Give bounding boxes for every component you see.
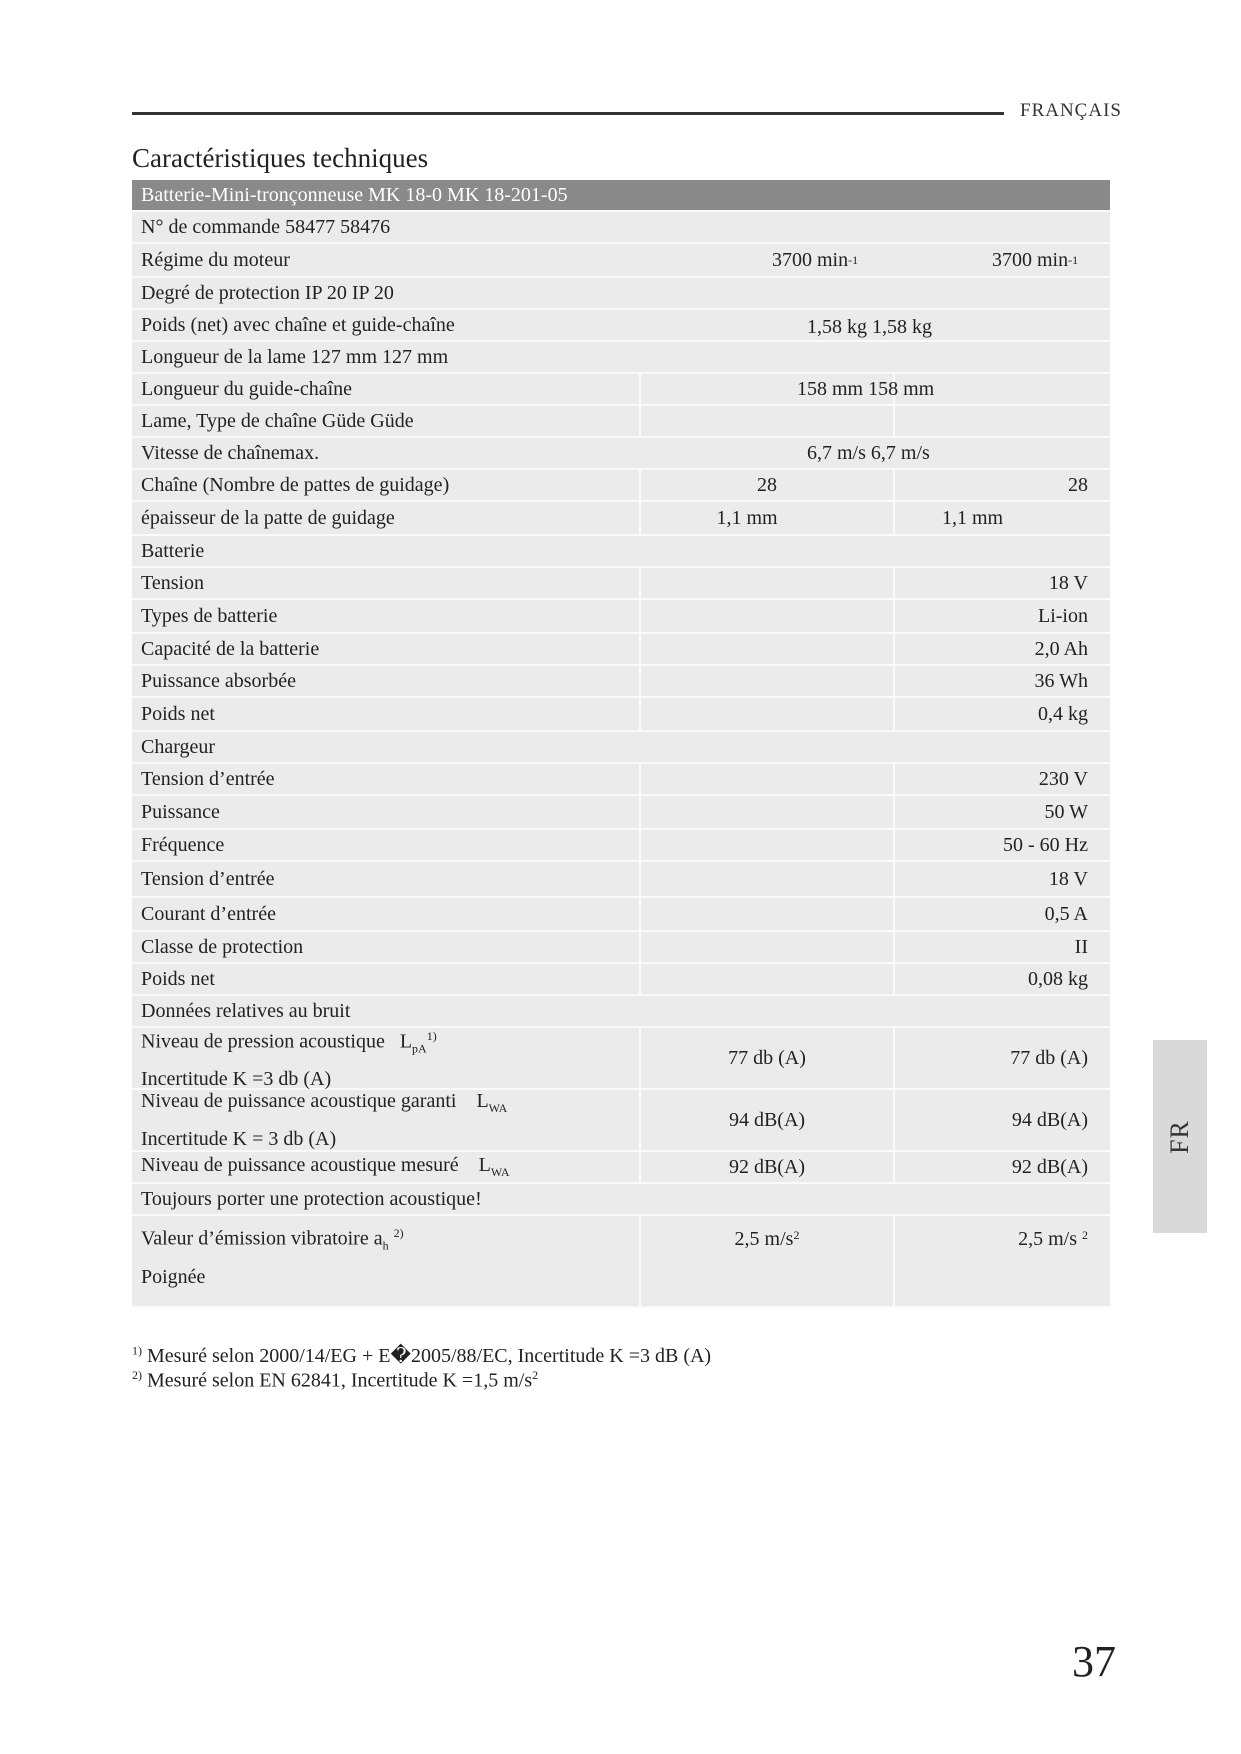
- table-row: [132, 1184, 1110, 1216]
- row-value: 0,08 kg: [893, 964, 1110, 994]
- chain-speed-value: 6,7 m/s 6,7 m/s: [807, 441, 930, 464]
- noise-power-measured-v1: 92 dB(A): [639, 1152, 893, 1182]
- table-row: [132, 342, 1110, 374]
- section-row: [132, 732, 1110, 764]
- spec-table: [132, 180, 1110, 1308]
- table-row: [132, 1090, 1110, 1152]
- row-label: Puissance absorbée: [141, 669, 296, 692]
- row-label: Régime du moteur: [141, 248, 290, 271]
- battery-rows: [132, 568, 1110, 732]
- table-row: [132, 932, 1110, 964]
- row-label: Poids net: [141, 967, 215, 990]
- row-label: Types de batterie: [141, 604, 278, 627]
- table-row: [132, 1028, 1110, 1090]
- table-row: [132, 964, 1110, 996]
- chain-links-v2: 28: [893, 470, 1110, 500]
- row-value: II: [893, 932, 1110, 962]
- row-label: épaisseur de la patte de guidage: [141, 506, 395, 529]
- row-label: Chaîne (Nombre de pattes de guidage): [141, 473, 450, 496]
- row-label: Longueur du guide-chaîne: [141, 377, 353, 400]
- battery-section: Batterie: [141, 539, 205, 562]
- section-row: [132, 536, 1110, 568]
- row-value: 18 V: [893, 568, 1110, 598]
- row-value: 50 W: [893, 796, 1110, 828]
- charger-section: Chargeur: [141, 735, 216, 758]
- table-row: [132, 244, 1110, 278]
- row-label: Fréquence: [141, 833, 225, 856]
- order-number: N° de commande 58477 58476: [141, 215, 391, 238]
- noise-power-guaranteed-label: Niveau de puissance acoustique garanti $L_{WA}$ Incertitude K = 3 db (A): [141, 1089, 508, 1150]
- row-value: 0,5 A: [893, 898, 1110, 930]
- table-row: [132, 698, 1110, 732]
- row-label: Poids (net) avec chaîne et guide-chaîne: [141, 313, 455, 336]
- row-value: 2,0 Ah: [893, 634, 1110, 664]
- vibration-v1: 2,5 m/s $^2$: [639, 1216, 893, 1306]
- noise-pressure-label: Niveau de pression acoustique $L_{pA}^{1)}$ Incertitude K =3 db (A): [141, 1028, 437, 1091]
- noise-power-measured-v2: 92 dB(A): [893, 1152, 1110, 1182]
- table-row: [132, 796, 1110, 830]
- row-label: Tension d’entrée: [141, 867, 275, 890]
- row-label: Vitesse de chaînemax.: [141, 441, 320, 464]
- row-value: 18 V: [893, 862, 1110, 896]
- noise-power-guaranteed-v2: 94 dB(A): [893, 1090, 1110, 1150]
- table-row: [132, 830, 1110, 862]
- guide-length-value: 158 mm 158 mm: [797, 377, 935, 400]
- row-value: Li-ion: [893, 600, 1110, 632]
- table-row: [132, 470, 1110, 502]
- table-row: [132, 310, 1110, 342]
- table-row: [132, 568, 1110, 600]
- header-rule: [132, 112, 1004, 115]
- page-number: 37: [1072, 1637, 1116, 1686]
- ear-protection-note: Toujours porter une protection acoustique!: [141, 1187, 482, 1210]
- noise-pressure-v2: 77 db (A): [893, 1028, 1110, 1088]
- link-thickness-v1: 1,1 mm: [639, 502, 893, 534]
- noise-power-measured-label: Niveau de puissance acoustique mesuré $L_{WA}$: [141, 1154, 510, 1179]
- table-row: [132, 212, 1110, 244]
- noise-section: Données relatives au bruit: [141, 999, 351, 1022]
- row-value: 230 V: [893, 764, 1110, 794]
- table-row: [132, 1216, 1110, 1308]
- table-row: [132, 600, 1110, 634]
- blade-length: Longueur de la lame 127 mm 127 mm: [141, 345, 449, 368]
- table-row: [132, 374, 1110, 406]
- motor-speed-v1: 3700 min -1: [772, 248, 859, 271]
- chain-links-v1: 28: [639, 470, 893, 500]
- language-side-tab: FR: [1153, 1040, 1207, 1233]
- vibration-label: Valeur d’émission vibratoire $a_h$ $^{2)}$ Poignée: [141, 1226, 404, 1288]
- row-value: 50 - 60 Hz: [893, 830, 1110, 860]
- table-row: [132, 764, 1110, 796]
- motor-speed-v2: 3700 min -1: [992, 248, 1079, 271]
- table-row: [132, 278, 1110, 310]
- charger-rows: [132, 764, 1110, 996]
- table-heading-row: [132, 180, 1110, 212]
- row-label: Puissance: [141, 800, 220, 823]
- noise-pressure-v1: 77 db (A): [639, 1028, 893, 1088]
- table-row: [132, 666, 1110, 698]
- link-thickness-v2: 1,1 mm: [893, 502, 1110, 534]
- weight-value: 1,58 kg 1,58 kg: [807, 315, 932, 338]
- vibration-v2: 2,5 m/s $^2$: [893, 1216, 1110, 1306]
- table-row: [132, 1152, 1110, 1184]
- footnote-2: $^{2)}$ Mesuré selon EN 62841, Incertitude K =1,5 $m/s^2$: [132, 1368, 539, 1392]
- table-row: [132, 634, 1110, 666]
- language-label: FRANÇAIS: [1020, 100, 1122, 121]
- row-value: 0,4 kg: [893, 698, 1110, 730]
- row-label: Capacité de la batterie: [141, 637, 320, 660]
- blade-type: Lame, Type de chaîne Güde Güde: [141, 409, 414, 432]
- row-value: 36 Wh: [893, 666, 1110, 696]
- table-heading: Batterie-Mini-tronçonneuse MK 18-0 MK 18-201-05: [141, 183, 568, 206]
- table-row: [132, 406, 1110, 438]
- noise-power-guaranteed-v1: 94 dB(A): [639, 1090, 893, 1150]
- row-label: Tension d’entrée: [141, 767, 275, 790]
- row-label: Courant d’entrée: [141, 902, 276, 925]
- table-row: [132, 898, 1110, 932]
- footnote-1: $^{1)}$ Mesuré selon 2000/14/EG + E�2005/88/EC, Incertitude K =3 dB (A): [132, 1343, 712, 1367]
- row-label: Tension: [141, 571, 205, 594]
- protection-degree: Degré de protection IP 20 IP 20: [141, 281, 394, 304]
- row-label: Classe de protection: [141, 935, 304, 958]
- table-row: [132, 502, 1110, 536]
- table-row: [132, 862, 1110, 898]
- page-title: Caractéristiques techniques: [132, 143, 429, 173]
- row-label: Poids net: [141, 702, 215, 725]
- table-row: [132, 438, 1110, 470]
